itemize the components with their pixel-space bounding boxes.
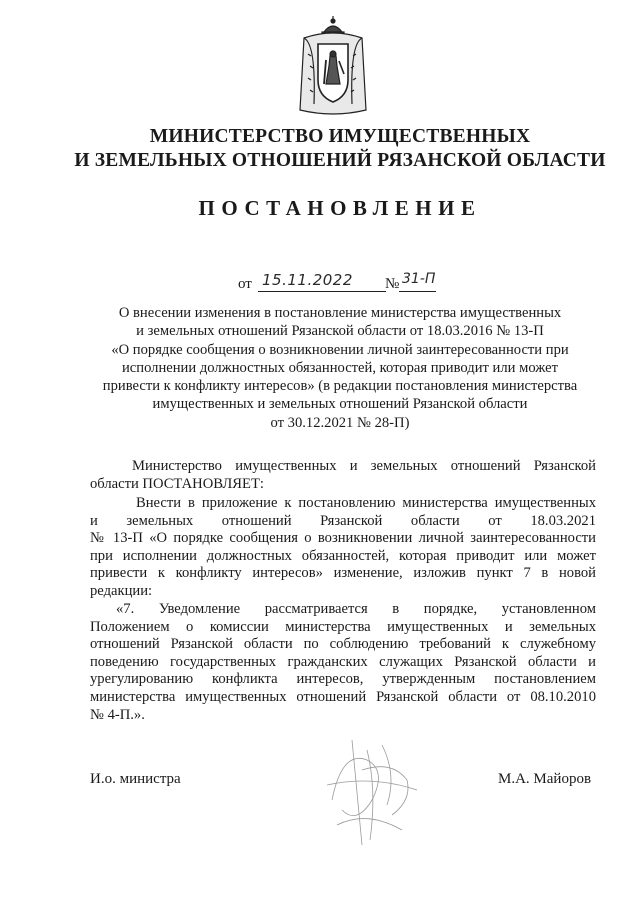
number-label: № [385,276,400,292]
body-line: при исполнении должностных обязанностей, которая приводит или может [90,547,596,564]
subject-line: от 30.12.2021 № 28-П) [270,414,410,431]
subject-line: «О порядке сообщения о возникновении личной заинтересованности при [111,341,569,358]
handwritten-signature [312,730,432,850]
body-line: № 13-П «О порядке сообщения о возникновении личной заинтересованности [90,530,596,547]
body-line: поведению государственных гражданских служащих Рязанской области и [90,653,596,670]
subject-line: привести к конфликту интересов» (в редакции постановления министерства [102,378,578,395]
body-line: министерства имущественных отношений Рязанской области от 08.10.2010 [90,688,596,705]
number-value: 31-П [399,271,436,292]
body-line: № 4-П.». [90,706,145,723]
ministry-name-line1: МИНИСТЕРСТВО ИМУЩЕСТВЕННЫХ [149,126,531,147]
subject-line: О внесении изменения в постановление министерства имущественных [118,305,562,321]
body-line: «7. Уведомление рассматривается в порядке, установленном [116,601,596,617]
date-value: 15.11.2022 [258,271,386,292]
coat-of-arms-icon [296,14,370,118]
subject-line: и земельных отношений Рязанской области от 18.03.2016 № 13-П [136,323,544,340]
body-line: урегулированию конфликта интересов, утвержденным постановлением [90,671,596,688]
body-line: Внести в приложение к постановлению министерства имущественных [136,495,596,511]
body-line: отношений Рязанской области по соблюдению требований к служебному [90,636,596,653]
subject-line: исполнении должностных обязанностей, которая приводит или может [121,359,559,376]
body-line: и земельных отношений Рязанской области от 18.03.2021 [90,512,596,529]
paragraph-preamble [90,458,596,493]
body-line: области ПОСТАНОВЛЯЕТ: [90,475,264,492]
document-type-title: ПОСТАНОВЛЕНИЕ [198,196,482,220]
ministry-name-line2: И ЗЕМЕЛЬНЫХ ОТНОШЕНИЙ РЯЗАНСКОЙ ОБЛАСТИ [74,150,606,171]
document-subject [80,304,600,432]
signatory-position: И.о. министра [90,771,181,787]
date-label: от [238,276,252,292]
body-line: Министерство имущественных и земельных отношений Рязанской [132,458,596,474]
body-line: Положением о комиссии министерства имущественных и земельных [90,618,596,635]
signatory-name: М.А. Майоров [498,771,592,787]
paragraph-amendment [90,495,596,601]
subject-line: имущественных и земельных отношений Рязанской области [152,396,528,413]
paragraph-item-7 [90,601,596,724]
body-line: привести к конфликту интересов» изменение, изложив пункт 7 в новой [90,565,596,582]
body-line: редакции: [90,582,153,599]
